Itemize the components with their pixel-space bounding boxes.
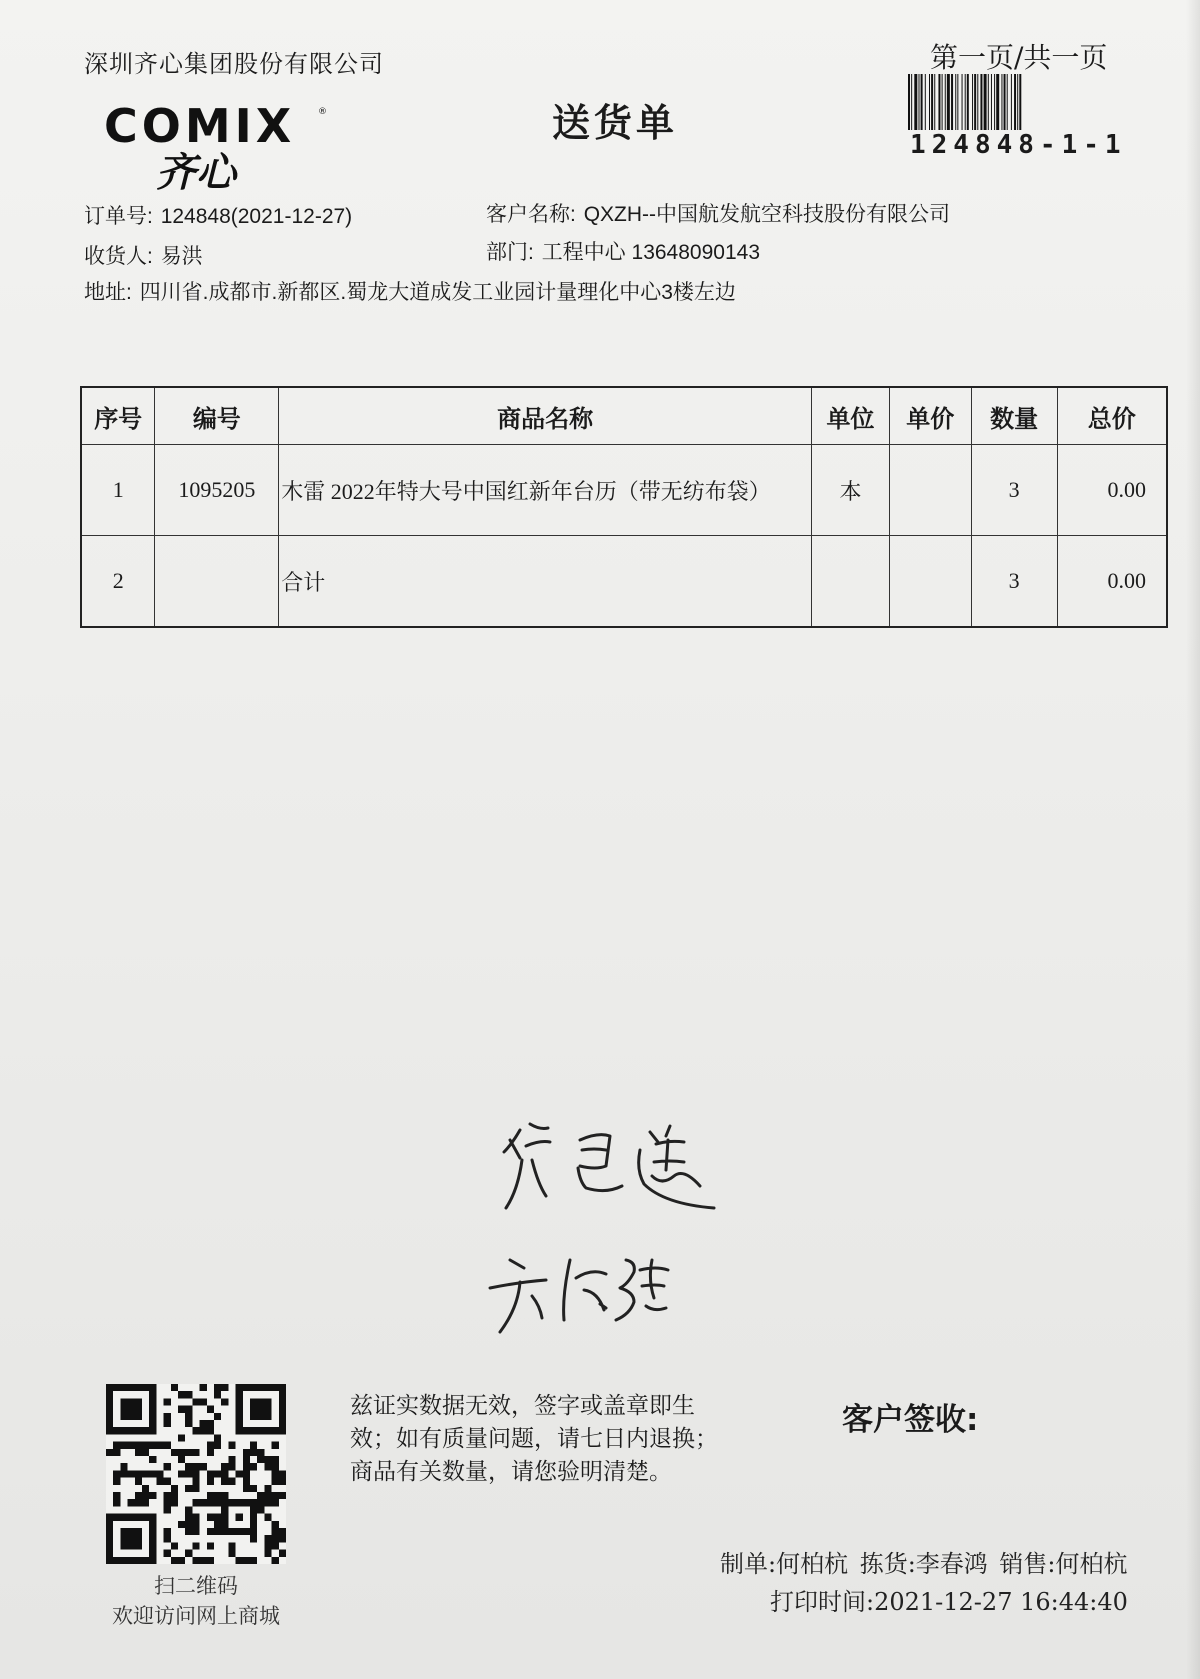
address-row (84, 276, 736, 306)
cell-total: 0.00 (1057, 536, 1167, 628)
order-number-label: 订单号: (84, 205, 153, 228)
barcode (908, 74, 1122, 130)
col-header-total: 总价 (1057, 387, 1167, 445)
svg-text:齐心: 齐心 (156, 150, 236, 190)
department-label: 部门: (486, 241, 534, 264)
cell-unit (812, 536, 890, 628)
col-header-unit: 单位 (812, 387, 890, 445)
qr-code (106, 1384, 286, 1564)
col-header-price: 单价 (889, 387, 971, 445)
cell-code (155, 536, 279, 628)
page-indicator: 第一页/共一页 (930, 41, 1108, 74)
handwritten-signature (480, 1110, 740, 1350)
cell-total: 0.00 (1057, 445, 1167, 536)
cell-code: 1095205 (155, 445, 279, 536)
comix-logo (104, 100, 334, 190)
col-header-qty: 数量 (971, 387, 1057, 445)
notice-line-2: 效；如有质量问题，请七日内退换； (350, 1426, 718, 1452)
address-value: 四川省.成都市.新都区.蜀龙大道成发工业园计量理化中心3楼左边 (139, 281, 736, 304)
notice-line-1: 兹证实数据无效，签字或盖章即生 (350, 1393, 695, 1419)
col-header-name: 商品名称 (279, 387, 812, 445)
cell-unit: 本 (812, 445, 890, 536)
table-row (81, 445, 1167, 536)
document-title: 送货单 (552, 100, 679, 145)
items-table (80, 386, 1168, 628)
col-header-seq: 序号 (81, 387, 155, 445)
table-header-row (81, 387, 1167, 445)
svg-text:COMIX: COMIX (104, 100, 296, 153)
table-row (81, 536, 1167, 628)
print-time: 打印时间:2021-12-27 16:44:40 (770, 1588, 1128, 1616)
notice-line-3: 商品有关数量，请您验明清楚。 (350, 1459, 672, 1485)
qr-caption-welcome: 欢迎访问网上商城 (112, 1604, 280, 1628)
receiver-label: 收货人: (84, 245, 153, 268)
qr-caption-scan: 扫二维码 (154, 1574, 238, 1598)
cell-price (889, 536, 971, 628)
barcode-number: 124848-1-1 (910, 130, 1127, 160)
receiver-row (84, 240, 203, 270)
department-row (486, 236, 760, 266)
cell-qty: 3 (971, 536, 1057, 628)
customer-label: 客户名称: (486, 203, 576, 226)
receiver-value: 易洪 (160, 245, 203, 268)
cell-qty: 3 (971, 445, 1057, 536)
cell-seq: 2 (81, 536, 155, 628)
cell-seq: 1 (81, 445, 155, 536)
staff-line: 制单:何柏杭 拣货:李春鸿 销售:何柏杭 (720, 1550, 1128, 1578)
company-name: 深圳齐心集团股份有限公司 (84, 50, 384, 78)
svg-text:®: ® (318, 107, 327, 117)
order-number-row (84, 200, 352, 230)
customer-row (486, 198, 950, 228)
notice-text (350, 1390, 770, 1489)
cell-name: 木雷 2022年特大号中国红新年台历（带无纺布袋） (279, 445, 812, 536)
col-header-code: 编号 (155, 387, 279, 445)
department-value: 工程中心 13648090143 (541, 241, 760, 264)
customer-value: QXZH--中国航发航空科技股份有限公司 (583, 203, 951, 226)
customer-sign-label: 客户签收: (842, 1402, 979, 1438)
address-label: 地址: (84, 281, 132, 304)
order-number-value: 124848(2021-12-27) (160, 205, 353, 228)
paper-edge-shadow (1186, 0, 1200, 1679)
cell-name: 合计 (279, 536, 812, 628)
cell-price (889, 445, 971, 536)
